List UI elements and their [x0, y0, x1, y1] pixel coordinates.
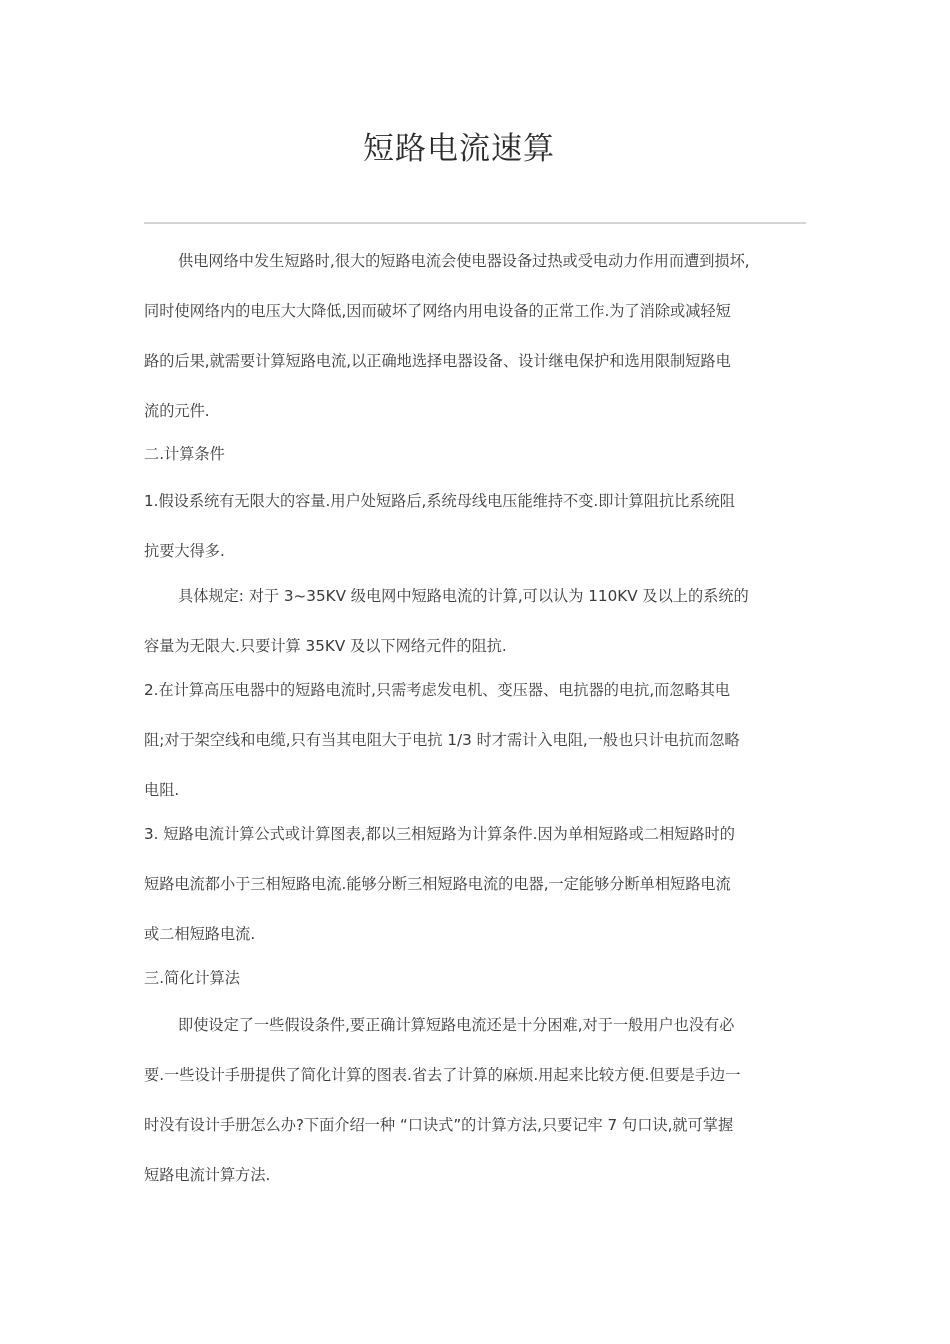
paragraph-line: 要.一些设计手册提供了简化计算的图表.省去了计算的麻烦.用起来比较方便.但要是手边一 [144, 1066, 741, 1084]
paragraph-line: 供电网络中发生短路时,很大的短路电流会使电器设备过热或受电动力作用而遭到损坏, [178, 252, 750, 270]
condition-1-rule-paragraph [144, 571, 810, 671]
document-title: 短路电流速算 [363, 131, 555, 167]
paragraph-line: 3. 短路电流计算公式或计算图表,都以三相短路为计算条件.因为单相短路或二相短路时的 [144, 825, 735, 843]
paragraph-line: 容量为无限大.只要计算 35KV 及以下网络元件的阻抗. [144, 637, 507, 655]
paragraph-line: 短路电流都小于三相短路电流.能够分断三相短路电流的电器,一定能够分断单相短路电流 [144, 875, 731, 893]
paragraph-line: 路的后果,就需要计算短路电流,以正确地选择电器设备、设计继电保护和选用限制短路电 [144, 352, 731, 370]
intro-paragraph [144, 236, 810, 436]
paragraph-line: 1.假设系统有无限大的容量.用户处短路后,系统母线电压能维持不变.即计算阻抗比系统阻 [144, 492, 735, 510]
paragraph-line: 短路电流计算方法. [144, 1166, 271, 1184]
paragraph-line: 即使设定了一些假设条件,要正确计算短路电流还是十分困难,对于一般用户也没有必 [178, 1016, 735, 1034]
paragraph-line: 时没有设计手册怎么办?下面介绍一种 “口诀式”的计算方法,只要记牢 7 句口诀,就可掌握 [144, 1116, 734, 1134]
condition-2-paragraph [144, 665, 810, 815]
paragraph-line: 或二相短路电流. [144, 925, 256, 943]
paragraph-line: 具体规定: 对于 3~35KV 级电网中短路电流的计算,可以认为 110KV 及以上的系统的 [178, 587, 749, 605]
title-divider [144, 222, 806, 224]
condition-1-paragraph [144, 476, 810, 576]
method-paragraph [144, 1000, 810, 1200]
paragraph-line: 2.在计算高压电器中的短路电流时,只需考虑发电机、变压器、电抗器的电抗,而忽略其电 [144, 681, 731, 699]
paragraph-line: 流的元件. [144, 402, 210, 420]
paragraph-line: 抗要大得多. [144, 542, 225, 560]
paragraph-line: 同时使网络内的电压大大降低,因而破坏了网络内用电设备的正常工作.为了消除或减轻短 [144, 302, 731, 320]
condition-3-paragraph [144, 809, 810, 959]
section-heading-simplified-method: 三.简化计算法 [144, 969, 240, 987]
paragraph-line: 电阻. [144, 781, 180, 799]
section-heading-calc-conditions: 二.计算条件 [144, 445, 225, 463]
paragraph-line: 阻;对于架空线和电缆,只有当其电阻大于电抗 1/3 时才需计入电阻,一般也只计电抗而忽略 [144, 731, 740, 749]
